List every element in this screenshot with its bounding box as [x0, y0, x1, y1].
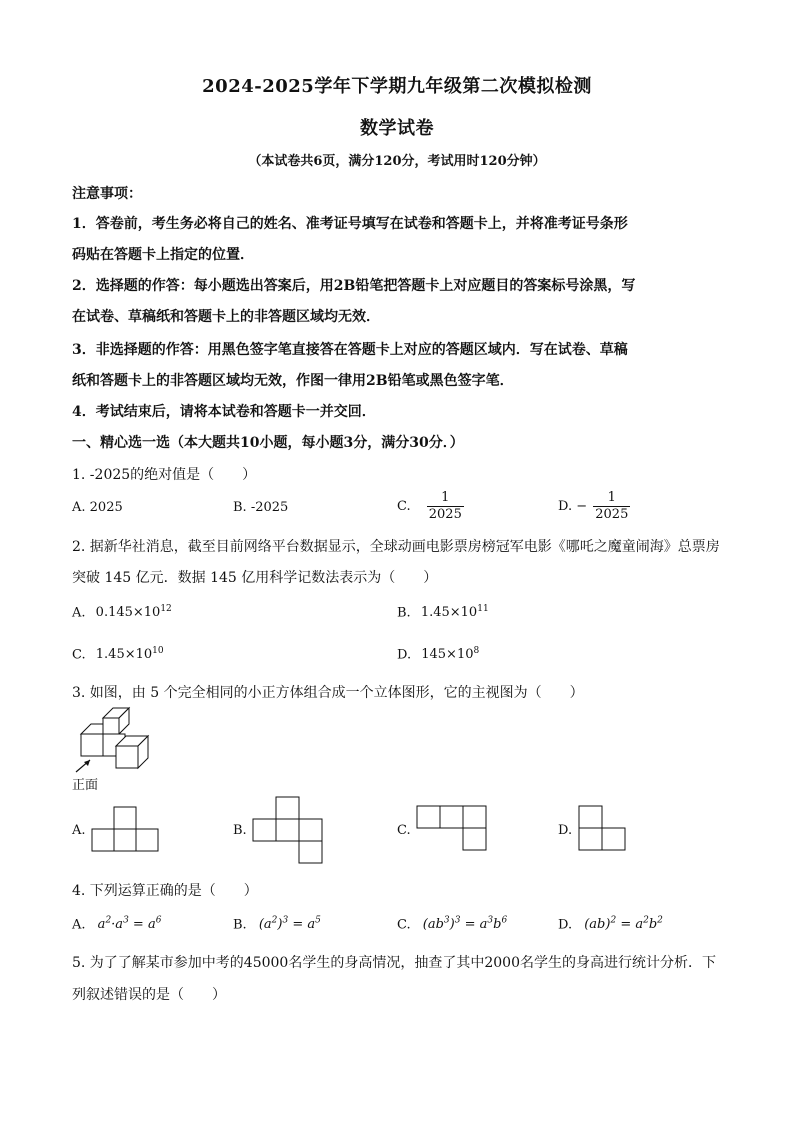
q4-option-b-label: B.: [233, 917, 247, 933]
q4-option-a-label: A.: [72, 917, 86, 933]
q2-option-b-label: B.: [397, 605, 411, 621]
note-2-line-2: 在试卷、草稿纸和答题卡上的非答题区域均无效．: [72, 309, 380, 325]
q3-option-b-view: [253, 796, 325, 864]
q2-option-c-label: C.: [72, 647, 86, 663]
q1-option-d-denominator: 2025: [595, 507, 629, 522]
q2-option-a-label: A.: [72, 605, 86, 621]
q1-option-c: [397, 490, 464, 523]
note-1-line-2: 码贴在答题卡上指定的位置．: [72, 247, 254, 263]
q2-option-a-base: 0.145×10: [95, 605, 161, 621]
q3-stem: 3. 如图，由 5 个完全相同的小正方体组合成一个立体图形，它的主视图为（ ）: [72, 685, 584, 701]
q2-option-b-exponent: 11: [477, 604, 489, 614]
q2-option-d-exponent: 8: [473, 646, 480, 656]
note-2-line-1: 2．选择题的作答：每小题选出答案后，用2B铅笔把答题卡上对应题目的答案标号涂黑，写: [72, 278, 636, 294]
q1-option-c-fraction: [427, 490, 464, 523]
q2-option-c: [72, 646, 164, 662]
q1-option-b: B. -2025: [233, 500, 289, 515]
note-3-line-2: 纸和答题卡上的非答题区域均无效，作图一律用2B铅笔或黑色签字笔．: [72, 373, 514, 389]
q3-option-b-label: B.: [233, 823, 247, 838]
q2-option-d-label: D.: [397, 647, 412, 663]
q2-option-d-base: 145×10: [421, 647, 474, 663]
q3-option-c-view: [416, 805, 488, 853]
q1-option-c-numerator: 1: [441, 490, 450, 505]
q1-option-d-label: D. −: [558, 499, 588, 514]
q5-stem-line-2: 列叙述错误的是（ ）: [72, 987, 226, 1003]
q4-option-b: B. $(a^2)^3 = a^5$: [233, 916, 321, 933]
q4-option-c: C. $(ab^3)^3 = a^3b^6$: [397, 916, 508, 933]
q2-option-c-base: 1.45×10: [95, 647, 153, 663]
q1-stem: 1. -2025的绝对值是（ ）: [72, 467, 257, 483]
q1-option-d: [558, 490, 630, 523]
q1-option-c-label: C.: [397, 499, 411, 514]
q5-stem-line-1: 5. 为了了解某市参加中考的45000名学生的身高情况，抽查了其中2000名学生的身高进行统计分析．下: [72, 955, 716, 971]
q4-option-a: A. $a^2\cdot a^3 = a^6$: [72, 916, 162, 933]
q2-option-a: [72, 604, 172, 620]
cube-front-right-front: [116, 746, 138, 768]
subject-title: 数学试卷: [360, 118, 434, 139]
notes-heading: 注意事项：: [72, 186, 142, 202]
q3-option-c-label: C.: [397, 823, 411, 838]
q3-option-a-label: A.: [72, 823, 86, 838]
exam-info: （本试卷共6页，满分120分，考试用时120分钟）: [248, 154, 546, 169]
q2-stem-line-2: 突破 145 亿元．数据 145 亿用科学记数法表示为（ ）: [72, 570, 438, 586]
q1-option-c-denominator: 2025: [428, 507, 462, 522]
cube-top-front: [103, 718, 119, 734]
note-1-line-1: 1．答卷前，考生务必将自己的姓名、准考证号填写在试卷和答题卡上，并将准考证号条形: [72, 216, 628, 232]
q3-option-d-label: D.: [558, 823, 573, 838]
q2-option-b-base: 1.45×10: [420, 605, 478, 621]
note-3-line-1: 3．非选择题的作答：用黑色签字笔直接答在答题卡上对应的答题区域内．写在试卷、草稿: [72, 342, 628, 358]
cube-back-left-top: [81, 724, 103, 734]
exam-title: 2024-2025学年下学期九年级第二次模拟检测: [202, 76, 592, 97]
note-4: 4．考试结束后，请将本试卷和答题卡一并交回．: [72, 404, 376, 420]
q2-option-d: [397, 646, 479, 662]
q4-stem: 4. 下列运算正确的是（ ）: [72, 883, 258, 899]
q2-option-b: [397, 604, 489, 620]
q3-option-d-view: [578, 805, 628, 853]
q1-option-d-fraction: [593, 490, 630, 523]
q1-option-a: A. 2025: [72, 500, 123, 515]
q1-option-d-numerator: 1: [607, 490, 616, 505]
front-label: 正面: [72, 778, 99, 793]
section-1-heading: 一、精心选一选（本大题共10小题，每小题3分，满分30分．）: [72, 435, 464, 451]
q2-stem-line-1: 2. 据新华社消息，截至目前网络平台数据显示，全球动画电影票房榜冠军电影《哪吒之魔童闹海》总票房: [72, 539, 720, 555]
q4-option-d: D. $(ab)^2 = a^2b^2$: [558, 916, 663, 933]
q2-option-c-exponent: 10: [152, 646, 164, 656]
q4-option-c-label: C.: [397, 917, 411, 933]
q3-option-a-view: [92, 806, 162, 852]
q2-option-a-exponent: 12: [160, 604, 172, 614]
q4-option-d-label: D.: [558, 917, 573, 933]
